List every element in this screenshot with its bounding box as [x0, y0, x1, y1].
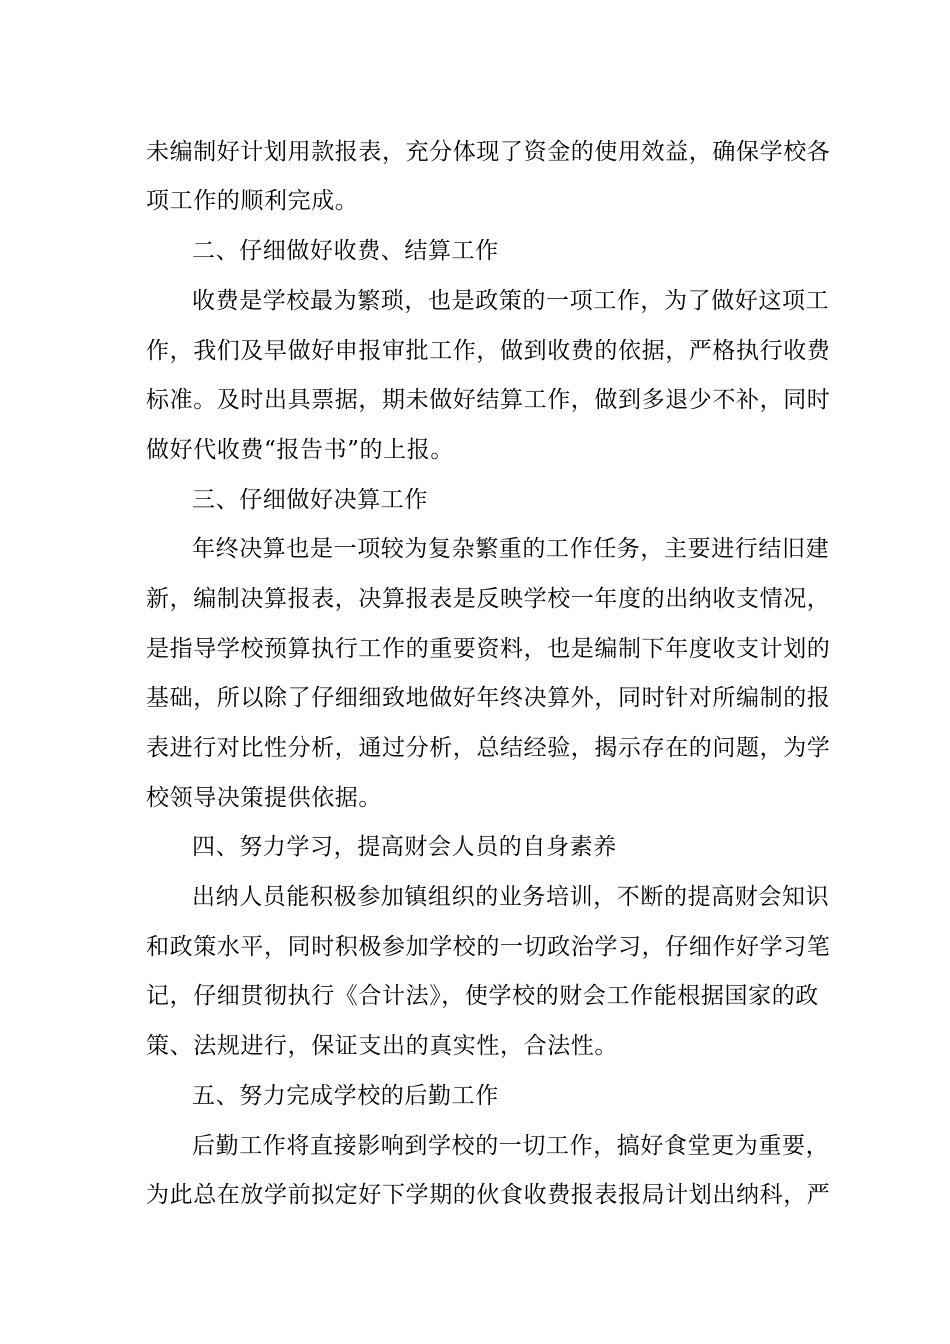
body-text-line: 新，编制决算报表，决算报表是反映学校一年度的出纳收支情况， [146, 586, 831, 612]
section-heading: 二、仔细做好收费、结算工作 [192, 238, 499, 264]
body-text-line: 项工作的顺利完成。 [146, 188, 359, 214]
body-text-line: 策、法规进行，保证支出的真实性，合法性。 [146, 1033, 618, 1059]
body-text-line: 后勤工作将直接影响到学校的一切工作，搞好食堂更为重要， [192, 1133, 830, 1159]
body-text-line: 做好代收费“报告书”的上报。 [146, 437, 454, 463]
body-text-line: 基础，所以除了仔细细致地做好年终决算外，同时针对所编制的报 [146, 685, 831, 711]
body-text-line: 收费是学校最为繁琐，也是政策的一项工作，为了做好这项工 [192, 288, 830, 314]
body-text-line: 为此总在放学前拟定好下学期的伙食收费报表报局计划出纳科，严 [146, 1182, 831, 1208]
section-heading: 五、努力完成学校的后勤工作 [192, 1083, 499, 1109]
body-text-line: 校领导决策提供依据。 [146, 785, 382, 811]
body-text-line: 记，仔细贯彻执行《合计法》，使学校的财会工作能根据国家的政 [146, 983, 819, 1009]
body-text-line: 未编制好计划用款报表，充分体现了资金的使用效益，确保学校各 [146, 139, 831, 165]
section-heading: 四、努力学习，提高财会人员的自身素养 [192, 834, 617, 860]
body-text-line: 标准。及时出具票据，期未做好结算工作，做到多退少不补，同时 [146, 387, 831, 413]
body-text-line: 和政策水平，同时积极参加学校的一切政治学习，仔细作好学习笔 [146, 934, 831, 960]
section-heading: 三、仔细做好决算工作 [192, 487, 428, 513]
body-text-line: 年终决算也是一项较为复杂繁重的工作任务，主要进行结旧建 [192, 536, 830, 562]
body-text-line: 作，我们及早做好申报审批工作，做到收费的依据，严格执行收费 [146, 338, 831, 364]
body-text-line: 表进行对比性分析，通过分析，总结经验，揭示存在的问题，为学 [146, 735, 831, 761]
body-text-line: 是指导学校预算执行工作的重要资料，也是编制下年度收支计划的 [146, 636, 831, 662]
body-text-line: 出纳人员能积极参加镇组织的业务培训，不断的提高财会知识 [192, 884, 830, 910]
